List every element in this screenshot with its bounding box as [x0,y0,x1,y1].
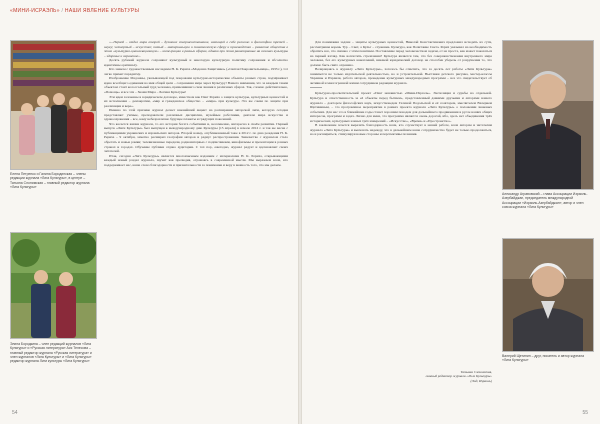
article-paragraph: Десять рубежей журнала сохраняют культурный и некоторую культурную политику сохранения и абсолютно идентичны оригиналу. [104,58,288,67]
photo-man-portrait-image [503,41,593,189]
author-signature [362,370,492,383]
left-page [0,0,298,424]
photo-two-women-image [11,233,96,338]
signature-place: (Лод, Израиль) [470,378,492,383]
article-paragraph: Изображение Мадонны, указывающей под покровами культурно-исторические объекты разных стран, подчёркивает идею всеобщего единения во имя общей цели – сохранения мира через Культуру! Вашего внимания, что за каждым таким объектом стоит колоссальный труд человека, применившего свои знания в различных сферах. Так, сложно действительно, «Помощь» и все эти – Знамя Мира – Богиня Культуры! [104,76,288,95]
right-page [302,0,600,424]
header-magazine: «МИНИ-ИСРАЭЛЬ» [10,8,60,14]
photo-editors-group-image [11,41,96,169]
page-number-left: 54 [12,410,18,416]
article-paragraph: Возвращаясь к журналу «Лига Культуры», хотелось бы отметить, что за десять лет работы «Лиги Культуры» занимается не только издательской деятельностью, но и устроительной. Выставки детского рисунка, мастер-классы Украины и Израиля, работа авторов, проведение культурных международных программ – все это свидетельствует об активной и многогранной жизни сотрудников редакции журнала. [310,67,492,85]
article-paragraph: Кто знаком с художественным наследием Н. К. Рериха «Мадонна Защитника» («Святая Покровительница», 1933 г.), тот легко примет парадигму. [104,67,288,76]
caption-man-portrait: Александр Агравовский – глава Ассоциации Израиль-Азербайджан, председатель международной Ассоциации «Израиль-Азербайджан», автор и член союза журнала «Лига Культуры» [502,192,588,209]
signature-role: главный редактор журнала «Лига Культуры» [425,374,492,379]
article-paragraph: Эти идеи заложены в юридическом договоре, известном как Пакт Рериха о защите культуры, культурных ценностей и их исполнения – демократии, «мир и гражданское общество – «мира» при культуре. Эта же самая по защите при реализации и вере». [104,94,288,108]
article-paragraph: «...Первой – отдел мира второй – духовное совершенствование, имеющий в себе религию и философию третей – науку; четвертый – искусство; пятый – материальную и экономическую сферу и производство – развитие общества в этом «культурно-цивилизационную» – интеграцию в разных сферах, однако при этом равноправные на основах культуры – здоровье и охранение». [104,40,288,58]
photo-man-white-hair-image [503,239,593,351]
article-paragraph: Именно по этой причине журнал делает важнейший акцент на расширении авторской лиги, которую сегодня представляет учёные, преподаватели различных дисциплин, музейные работники, деятели мира искусства и здравоохранения – все, кому небезразлично будущее планеты и грядущих поколений. [104,108,288,122]
header-separator: / [61,8,64,14]
caption-two-women: Элина Бородкина – член редакций журналов «Лига Культуры» и «Русская литература» Ася Телесова – главный редактор журнала «Русская литература» и член журналов «Лига Культуры» и «Лига Культуры» редактор журнала Лиги культуры «Лига Культуры» [10,342,92,364]
photo-man-portrait [502,40,594,190]
left-article-text [104,40,288,400]
photo-two-women [10,232,97,339]
article-paragraph: Для понимания задачи – защиты культурных ценностей, Николай Константинович предложил исходить из сути, рассматривая корень Тур – Свет, а Культ – служение. Культура, как Почитание Света. Рерих указывал на необходимость обратить все, что связано с этим понятием. Поставление перед человечеством задачи, от на проста, как может показаться на первый взгляд. Как воплотить стремления? Культура является тем, что без совершенствования внутреннего мира человека, без его культурных накоплений, никакой юридический договор не способен уберечь от разрушения то, что должно быть свято охранено. [310,40,492,67]
caption-editors-group: Елена Петренко и Галина Бородинская – члены редакции журнала «Лига Культуры», в центре – Татьяна Слонимская – главный редактор журнала «Лига Культуры» [10,172,90,189]
article-paragraph: Культурно-просветительский проект «Пакт ненавистью «Мини-Израэль». Экспозиция и судьбы на отдельной. Культура и ответственность за её объекты перед бытием», представленный давними друзьями и авторами нашего журнала – доктором философских наук, искусствоведом Галиной Подольской и её соавтором, мыслителем Валерием Щетининым, – это программное мероприятие в рамках проекта журнала «Лига Культуры» о положении знаковых событиях. Для нас это в ближайшие годы станет хорошим поводом для дальнейшего продвижения в русле наших общих интересов, программ и задач. Лично для меня, эта программа является очень дорогой, ибо, здесь нет объединения трёх исторических, культурных и иных трёх измерений – «Искусство», «Время» и «Пространство». [310,91,492,123]
article-paragraph: Итак, сегодня «Лига Культуры» является многоязычным изданием с материалами Н. К. Рериха, открывающими каждый новый раздел журнала, звучит как прелюдия, отражаясь в современной мысли. Мы выражаем всем, кто поддерживает нас, наше слово благодарности и признательности за понимание и веру в важность того, что мы делаем. [104,153,288,167]
page-number-right: 55 [582,410,588,416]
page-header [10,8,139,14]
photo-editors-group [10,40,97,170]
signature-name: Татьяна Слонимская, [460,370,492,374]
section-divider [310,87,322,88]
article-paragraph: В заключение хочется выразить благодарность всем, кто соучаствует в нашей работе, всем авторам и читателям журнала «Лига Культуры» и высказать надежду, что в дальнейшем наше сотрудничество будет не только продолжаться, но и расширяться, стимулируя новые стороны и перспективы познания. [310,123,492,137]
article-paragraph: Что касается жизни журнала, то его история богата событиями и, несомненно, интересна в своём развитии. Первый выпуск «Лиги Культуры» был выпущен к международному дню Культуры (15 апреля) в начале 2012 г. и так же весна с публикациями украинских и израильских авторов. Второй номер, опубликованный тоже в 2012 г. по дню рождения Н. К. Рериха – 9 октября, заметно расширил география авторов и радиус распространения. Знакомство с журналом стало обретать и новые рамки; телевизионные передачи, радиоинтервью с подписчиками, кинофильмы и презентации в разных странах и городах. Обучение публики отдано аудитории. С тех пор, ежегодно, журнал радует и вдохновляет своих читателей. [104,121,288,154]
caption-man-white-hair: Валерий Щетинин – друг, писатель и автор журнала «Лига Культуры» [502,354,585,363]
right-article-text [310,40,492,360]
header-section: НАШИ ЯВЛЕНИЕ КУЛЬТУРЫ [64,8,140,14]
photo-man-white-hair [502,238,594,352]
